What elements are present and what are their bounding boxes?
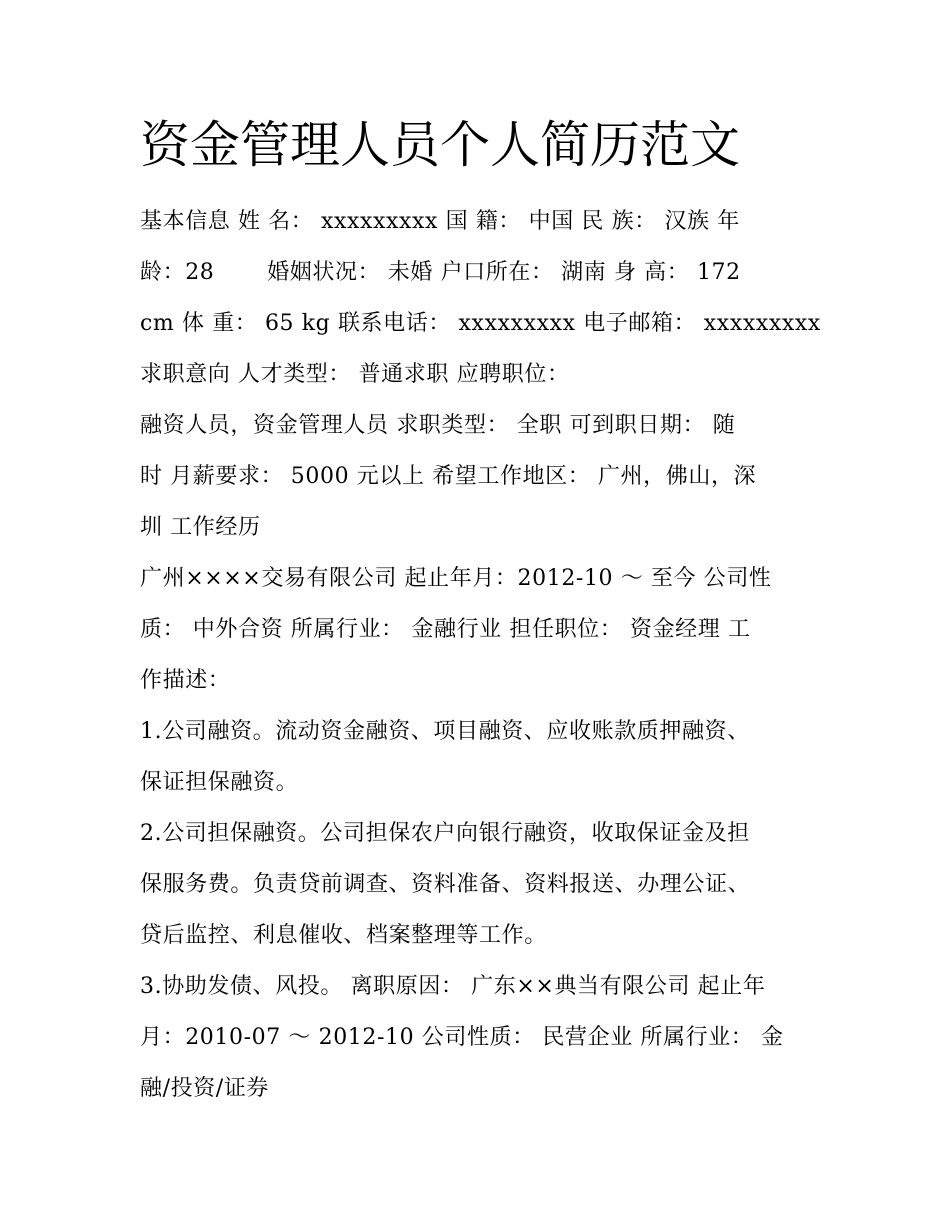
body-line-duty-3: 3.协助发债、风投。 离职原因： 广东××典当有限公司 起止年 — [140, 974, 766, 999]
body-line-company-1-nature: 质： 中外合资 所属行业： 金融行业 担任职位： 资金经理 工 — [140, 617, 751, 642]
body-line-duty-1-cont: 保证担保融资。 — [140, 770, 299, 795]
body-line-age-marital: 龄：28 婚姻状况： 未婚 户口所在： 湖南 身 高： 172 — [140, 260, 741, 285]
body-line-job-intention: 求职意向 人才类型： 普通求职 应聘职位： — [140, 362, 570, 387]
body-line-duty-2-cont: 保服务费。负责贷前调查、资料准备、资料报送、办理公证、 — [140, 872, 751, 897]
body-line-salary-location: 时 月薪要求： 5000 元以上 希望工作地区： 广州，佛山，深 — [140, 464, 757, 489]
body-line-duty-1: 1.公司融资。流动资金融资、项目融资、应收账款质押融资、 — [140, 719, 750, 744]
body-line-work-experience: 圳 工作经历 — [140, 515, 261, 540]
document-title: 资金管理人员个人简历范文 — [140, 116, 740, 174]
body-line-company-1: 广州××××交易有限公司 起止年月：2012-10 ～ 至今 公司性 — [140, 566, 772, 591]
body-line-position-type: 融资人员，资金管理人员 求职类型： 全职 可到职日期： 随 — [140, 413, 736, 438]
body-line-company-2-period: 月：2010-07 ～ 2012-10 公司性质： 民营企业 所属行业： 金 — [140, 1025, 784, 1050]
body-line-company-2-industry: 融/投资/证券 — [140, 1076, 270, 1101]
body-line-duty-2: 2.公司担保融资。公司担保农户向银行融资，收取保证金及担 — [140, 821, 750, 846]
body-line-basic-info: 基本信息 姓 名： xxxxxxxxx 国 籍： 中国 民 族： 汉族 年 — [140, 209, 740, 234]
body-line-job-description: 作描述： — [140, 668, 231, 693]
body-line-weight-contact: cm 体 重： 65 kg 联系电话： xxxxxxxxx 电子邮箱： xxxxxxxxx — [140, 311, 821, 336]
body-line-duty-2-end: 贷后监控、利息催收、档案整理等工作。 — [140, 923, 547, 948]
